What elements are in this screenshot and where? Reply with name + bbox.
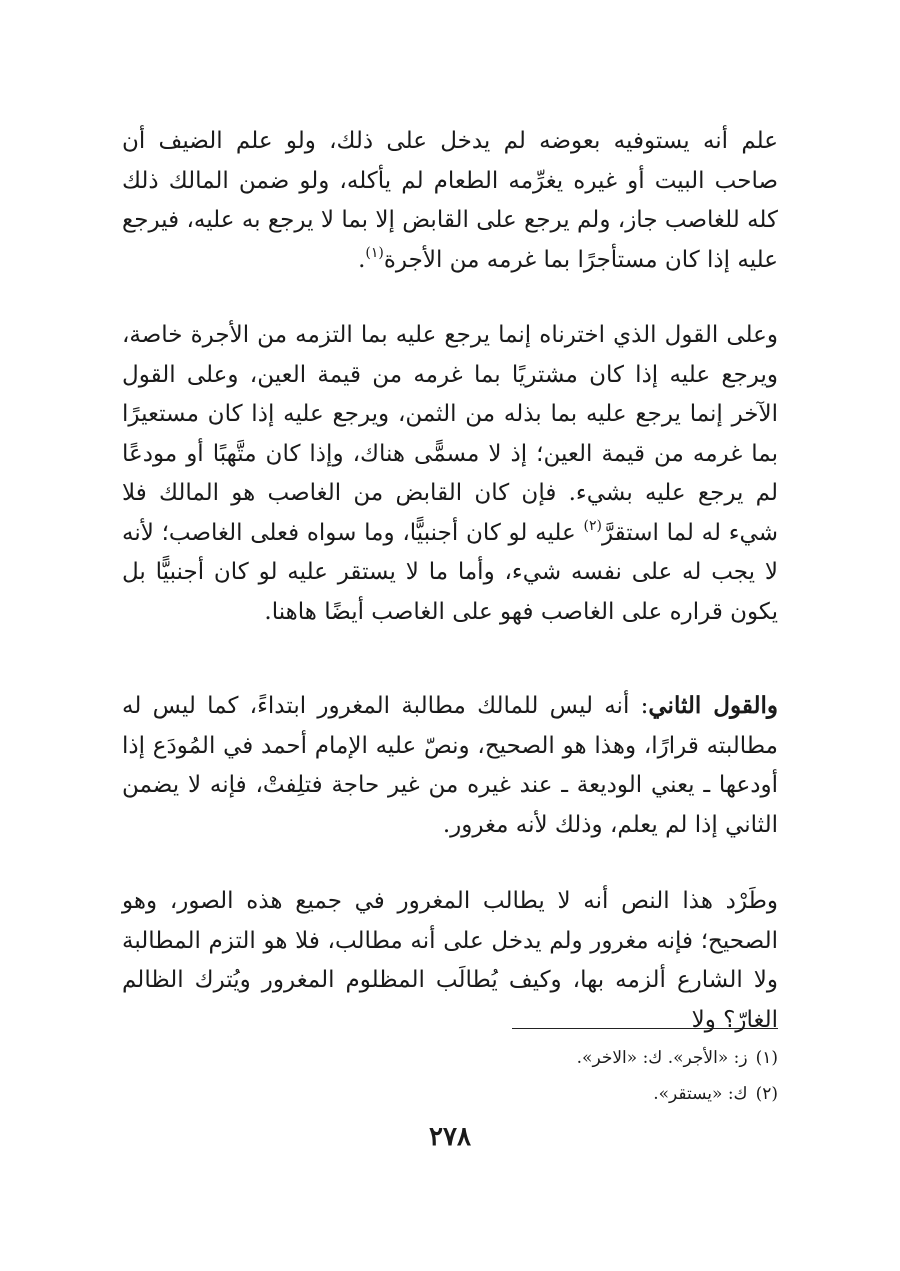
paragraph-2	[122, 316, 778, 632]
footnote-ref-2: (٢)	[583, 517, 602, 534]
paragraph-3-lead: والقول الثاني	[648, 692, 778, 719]
paragraph-3-text: : أنه ليس للمالك مطالبة المغرور ابتداءً، كما ليس له مطالبته قرارًا، وهذا هو الصحيح، ونصّ عليه الإمام أحمد في المُودَع إذا أودعها ـ يعني الوديعة ـ عند غيره من غير حاجة فتلِفتْ، فإنه لا يضمن الثاني إذا لم يعلم، وذلك لأنه مغرور.	[122, 693, 778, 838]
paragraph-4-text: وطَرْد هذا النص أنه لا يطالب المغرور في جميع هذه الصور، وهو الصحيح؛ فإنه مغرور ولم يدخل على أنه مطالب، فلا هو التزم المطالبة ولا الشارع ألزمه بها، وكيف يُطالَب المظلوم المغرور ويُترك الظالم الغارّ؟ ولا	[122, 888, 778, 1033]
footnote-2-text: ك: «يستقر».	[653, 1084, 748, 1104]
paragraph-3	[122, 686, 778, 845]
paragraph-2-text-a: وعلى القول الذي اخترناه إنما يرجع عليه بما التزمه من الأجرة خاصة، ويرجع عليه إذا كان مشتريًا بما غرمه من قيمة العين، وعلى القول الآخر إنما يرجع عليه بما بذله من الثمن، ويرجع عليه إذا كان مستعيرًا بما غرمه من قيمة العين؛ إذ لا مسمًّى هناك، وإذا كان متَّهبًا أو مودعًا لم يرجع عليه بشيء. فإن كان القابض من الغاصب هو المالك فلا شيء له لما استقرَّ	[122, 322, 778, 546]
paragraph-1-text: علم أنه يستوفيه بعوضه لم يدخل على ذلك، ولو علم الضيف أن صاحب البيت أو غيره يغرِّمه الطعام لم يأكله، ولو ضمن المالك ذلك كله للغاصب جاز، ولم يرجع على القابض إلا بما لا يرجع به عليه، فيرجع عليه إذا كان مستأجرًا بما غرمه من الأجرة	[122, 128, 778, 273]
footnote-2-number: (٢)	[755, 1084, 778, 1104]
paragraph-4	[122, 882, 778, 1040]
paragraph-1-tail: .	[358, 246, 366, 273]
page-number: ٢٧٨	[429, 1122, 471, 1152]
footnote-ref-1: (١)	[365, 244, 384, 261]
footnote-1-number: (١)	[755, 1048, 778, 1068]
footnote-1-text: ز: «الأجر». ك: «الاخر».	[576, 1048, 748, 1068]
paragraph-2-text-b: عليه لو كان أجنبيًّا، وما سواه فعلى الغاصب؛ لأنه لا يجب له على نفسه شيء، وأما ما لا يستقر عليه لو كان أجنبيًّا بل يكون قراره على الغاصب فهو على الغاصب أيضًا هاهنا.	[122, 519, 778, 625]
footnote-1	[122, 1040, 778, 1076]
footnote-2	[122, 1076, 778, 1112]
paragraph-1	[122, 122, 778, 280]
footnotes	[122, 1040, 778, 1112]
footnote-divider	[512, 1028, 778, 1029]
